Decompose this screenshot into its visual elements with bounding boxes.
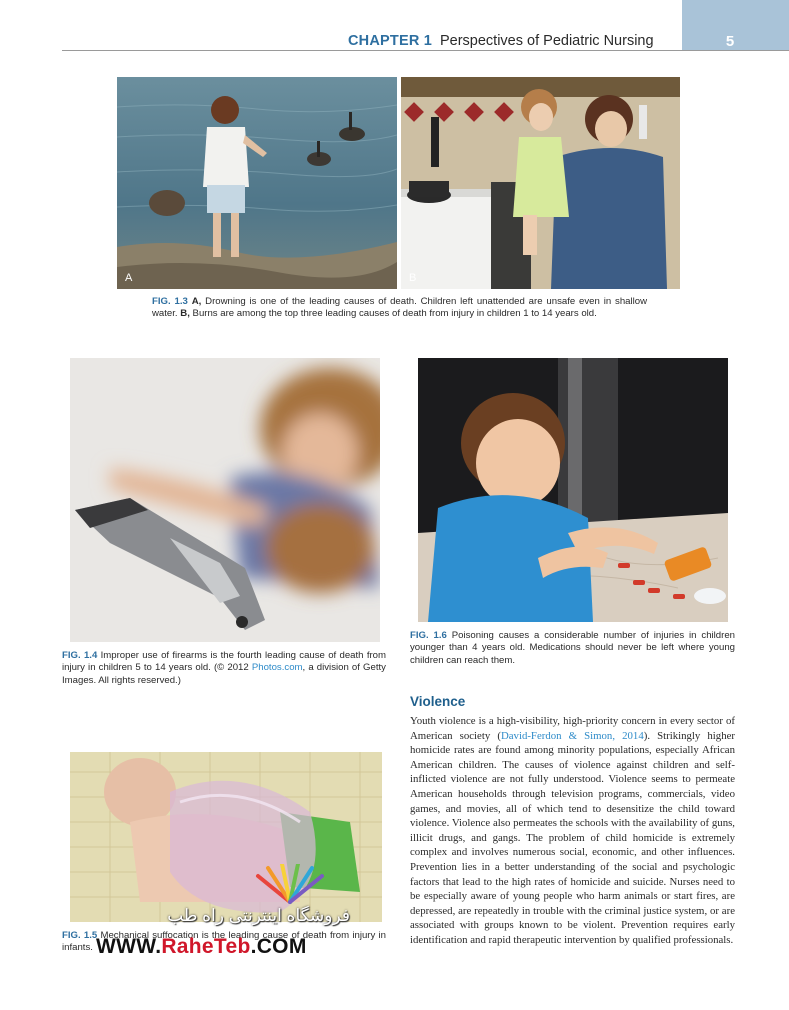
violence-body-text: Youth violence is a high-visibility, high-priority concern in every sector of American society (David-Ferdon & Simon, 2014). Strikingly higher homicide rates are found among minority populations, especially African American children. The causes of violence against children and self-inflicted violence are not fully understood. Violence seems to permeate American households through television programs, commercials, video games, and movies, all of which tend to desensitize the child toward violence. Violence also permeates the schools with the availability of guns, illicit drugs, and gangs. The problem of child homicide is extremely complex and involves numerous social, economic, and other influences. Prevention lies in a better understanding of the social and psychologic factors that lead to the high rates of homicide and suicide. Nurses need to be especially aware of young people who harm animals or start fires, are depressed, are repeatedly in trouble with the criminal justice system, or are associated with groups known to be violent. Prevention requires early identification and rapid therapeutic intervention by qualified professionals. [410,715,735,946]
fig-1-3-caption: FIG. 1.3 A, Drowning is one of the leading causes of death. Children left unattended are unsafe even in shallow water. B, Burns are among the top three leading causes of death from injury in children 1 to 14 years old. [152,296,648,320]
panel-letter-b: B [409,272,417,284]
section-heading-violence: Violence [410,694,466,709]
chapter-label: CHAPTER 1 [348,33,432,49]
watermark-book-logo [248,864,332,904]
citation-link[interactable]: David-Ferdon & Simon, 2014 [500,729,644,742]
watermark-persian-text: فروشگاه اینترنتی راه طب [167,906,350,925]
fig-1-4-photo-firearm [70,358,380,642]
photos-com-link[interactable]: Photos.com [251,662,303,674]
running-header [348,33,654,49]
fig-1-6-caption: FIG. 1.6 Poisoning causes a considerable number of injuries in children younger than 4 years old. Medications should never be left where young children can reach them. [410,630,735,666]
fig-1-3a-photo-drowning [117,77,397,289]
panel-letter-a: A [125,272,133,284]
page-number: 5 [725,33,735,50]
watermark-url: WWW.RaheTeb.COM [96,935,307,958]
fig-1-5-caption: FIG. 1.5 Mechanical suffocation is the leading cause of death from injury in infants. [62,930,387,954]
fig-1-3b-photo-burns [401,77,680,289]
fig-1-5-photo-suffocation [70,752,382,922]
fig-1-6-photo-poisoning [418,358,728,622]
header-rule [62,50,789,51]
fig-1-4-caption: FIG. 1.4 Improper use of firearms is the fourth leading cause of death from injury in children 5 to 14 years old. (© 2012 Photos.com, a division of Getty Images. All rights reserved.) [62,650,387,686]
chapter-title: Perspectives of Pediatric Nursing [439,33,654,49]
